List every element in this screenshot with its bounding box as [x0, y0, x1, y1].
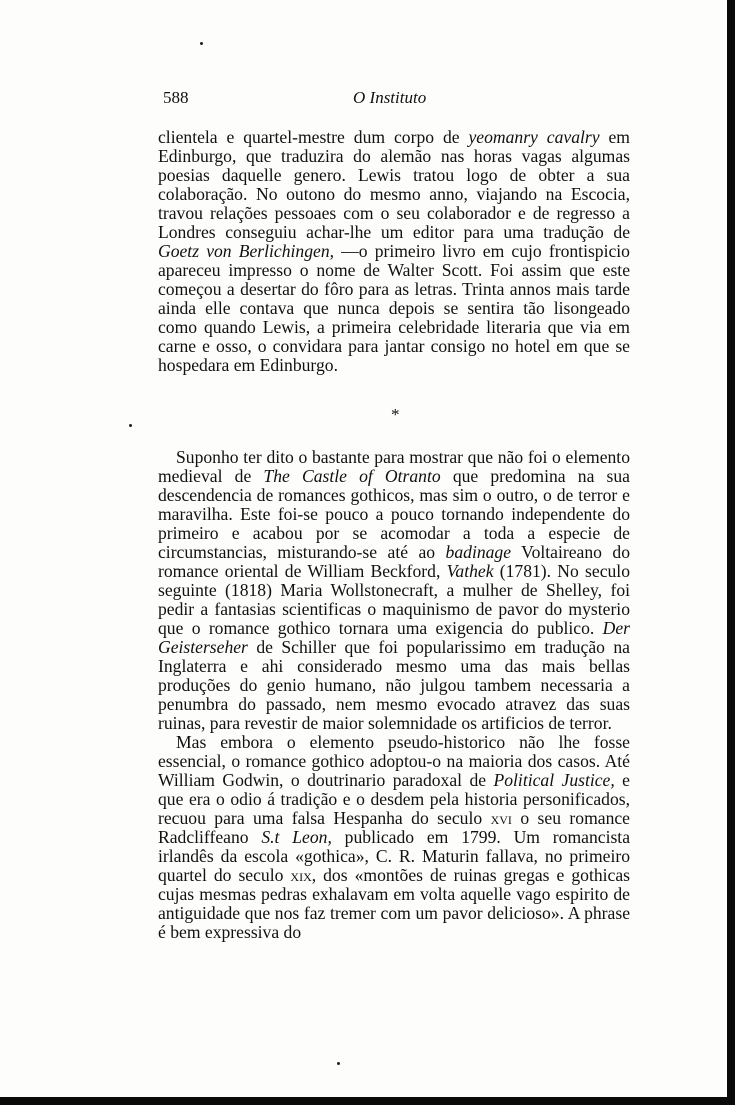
italic-run: Political Justice,	[493, 770, 615, 790]
text-block-top	[158, 128, 630, 375]
italic-run: Der Geisterseher	[158, 618, 630, 657]
paragraph-2	[158, 448, 630, 733]
italic-run: The Castle of Otranto	[263, 466, 441, 486]
italic-run: badinage	[445, 542, 512, 562]
paragraph-3	[158, 733, 630, 942]
text-run: Suponho ter dito o bastante para mostrar que não foi o elemento medieval de	[158, 447, 630, 486]
print-speck	[129, 424, 132, 427]
text-run: clientela e quartel-mestre dum corpo de	[158, 127, 469, 147]
text-run: em Edinburgo, que traduzira do alemão nas horas vagas algumas poesias daquelle genero. Lewis tratou logo de obter a sua colaboração. No outono do mesmo anno, viajando na Escocia, travou relações pessoaes com o seu colaborador e de regresso a Londres conseguiu achar-lhe um editor para uma tradução de	[158, 127, 630, 242]
print-speck	[337, 1062, 340, 1065]
smallcaps-run: xvi	[490, 808, 512, 828]
section-separator: *	[391, 405, 400, 424]
text-run: que predomina na sua descendencia de romances gothicos, mas sim o outro, o de terror e maravilha. Este foi-se pouco a pouco tornando independente do primeiro e acabou por se acomodar a toda a especie de circumstancias, misturando-se até ao	[158, 466, 630, 562]
italic-run: S.t Leon,	[261, 827, 332, 847]
text-run: , dos «montões de ruinas gregas e gothicas cujas mesmas pedras exhalavam em volta aquelle vago espirito de antiguidade que nos faz tremer com um pavor delicioso». A phrase é bem expressiva do	[158, 865, 630, 942]
smallcaps-run: xix	[290, 865, 312, 885]
text-run: o seu romance Radcliffeano	[158, 808, 630, 847]
italic-run: yeomanry cavalry	[468, 127, 600, 147]
text-run: e que era o odio á tradição e o desdem pela historia personificados, recuou para uma falsa Hespanha do seculo	[158, 770, 630, 828]
italic-run: Goetz von Berlichingen,	[158, 241, 335, 261]
text-run: Voltaireano do romance oriental de William Beckford,	[158, 542, 630, 581]
text-run: de Schiller que foi popularissimo em tradução na Inglaterra e ahi considerado mesmo uma das mais bellas produções do genio humano, não julgou tambem necessaria a penumbra do passado, nem mesmo evocado atravez das suas ruinas, para revestir de maior solemnidade os artificios de terror.	[158, 637, 630, 733]
running-title: O Instituto	[353, 88, 427, 107]
text-run: —o primeiro livro em cujo frontispicio apareceu impresso o nome de Walter Scott. Foi assim que este começou a desertar do fôro para as letras. Trinta annos mais tarde ainda elle contava que nunca depois se sentira tão lisongeado como quando Lewis, a primeira celebridade literaria que via em carne e osso, o convidara para jantar consigo no hotel em que se hospedara em Edinburgo.	[158, 241, 630, 375]
page-number: 588	[163, 88, 189, 107]
italic-run: Vathek	[446, 561, 494, 581]
print-speck	[200, 42, 203, 45]
text-run: (1781). No seculo seguinte (1818) Maria Wollstonecraft, a mulher de Shelley, foi pedir a fantasias scientificas o maquinismo de pavor do mysterio que o romance gothico tornara uma exigencia do publico.	[158, 561, 630, 638]
paragraph-1	[158, 128, 630, 375]
text-run: publicado em 1799. Um romancista irlandês da escola «gothica», C. R. Maturin fallava, no primeiro quartel do seculo	[158, 827, 630, 885]
text-run: Mas embora o elemento pseudo-historico não lhe fosse essencial, o romance gothico adoptou-o na maioria dos casos. Até William Godwin, o doutrinario paradoxal de	[158, 732, 630, 790]
text-block-bottom	[158, 448, 630, 942]
